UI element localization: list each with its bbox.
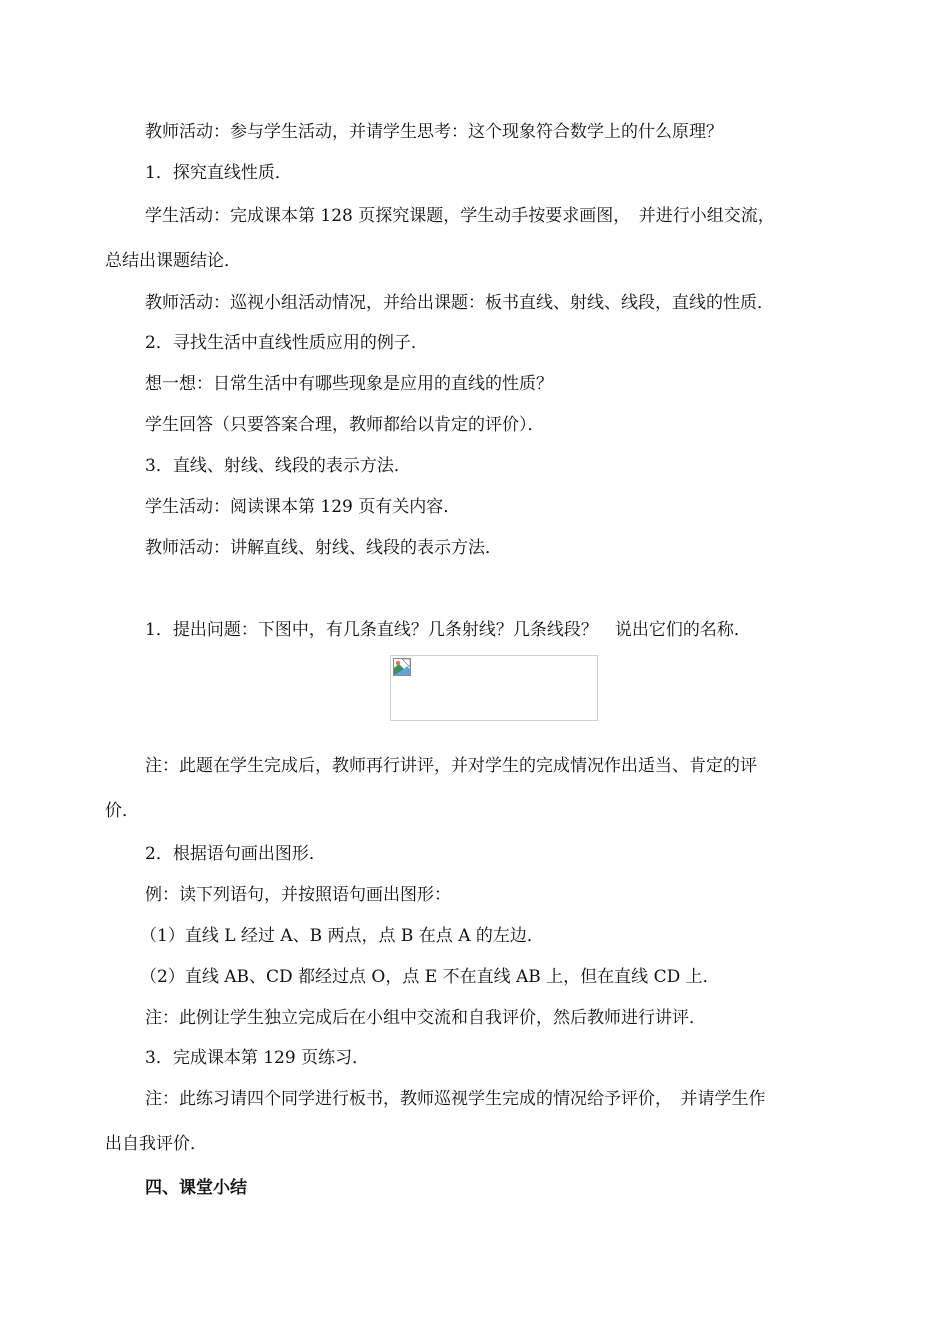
paragraph-note-1: 注：此题在学生完成后，教师再行讲评，并对学生的完成情况作出适当、肯定的评	[145, 756, 757, 776]
paragraph-student-answer: 学生回答（只要答案合理，教师都给以肯定的评价）．	[145, 415, 545, 435]
paragraph-note-3: 注：此练习请四个同学进行板书，教师巡视学生完成的情况给予评价， 并请学生作	[145, 1089, 766, 1109]
paragraph-note-2: 注：此例让学生独立完成后在小组中交流和自我评价，然后教师进行讲评．	[145, 1008, 706, 1028]
figure-image	[390, 655, 598, 721]
paragraph-teacher-activity-1: 教师活动：参与学生活动，并请学生思考：这个现象符合数学上的什么原理？	[145, 122, 723, 142]
paragraph-representation: 3．直线、射线、线段的表示方法．	[145, 456, 411, 476]
paragraph-note-1-cont: 价．	[105, 801, 139, 821]
paragraph-draw-figures: 2．根据语句画出图形．	[145, 844, 326, 864]
paragraph-student-activity-2: 学生活动：阅读课本第 129 页有关内容．	[145, 497, 461, 517]
paragraph-think: 想一想：日常生活中有哪些现象是应用的直线的性质？	[145, 374, 553, 394]
paragraph-example: 例：读下列语句，并按照语句画出图形：	[145, 885, 451, 905]
paragraph-question-1: 1．提出问题：下图中，有几条直线？几条射线？几条线段？ 说出它们的名称．	[145, 620, 751, 640]
paragraph-example-item-2: （2）直线 AB、CD 都经过点 O，点 E 不在直线 AB 上，但在直线 CD 上．	[140, 967, 720, 987]
paragraph-student-activity-1-cont: 总结出课题结论．	[105, 251, 241, 271]
paragraph-teacher-activity-3: 教师活动：讲解直线、射线、线段的表示方法．	[145, 538, 502, 558]
section-heading-summary: 四、课堂小结	[145, 1178, 247, 1198]
paragraph-teacher-activity-2: 教师活动：巡视小组活动情况，并给出课题：板书直线、射线、线段，直线的性质．	[145, 293, 774, 313]
broken-image-icon	[393, 658, 411, 676]
paragraph-note-3-cont: 出自我评价．	[105, 1134, 207, 1154]
paragraph-example-item-1: （1）直线 L 经过 A、B 两点，点 B 在点 A 的左边．	[140, 926, 544, 946]
paragraph-exercise: 3．完成课本第 129 页练习．	[145, 1048, 370, 1068]
paragraph-find-examples: 2．寻找生活中直线性质应用的例子．	[145, 333, 428, 353]
paragraph-student-activity-1: 学生活动：完成课本第 128 页探究课题，学生动手按要求画图， 并进行小组交流，	[145, 206, 775, 226]
paragraph-explore-line-property: 1．探究直线性质．	[145, 163, 292, 183]
